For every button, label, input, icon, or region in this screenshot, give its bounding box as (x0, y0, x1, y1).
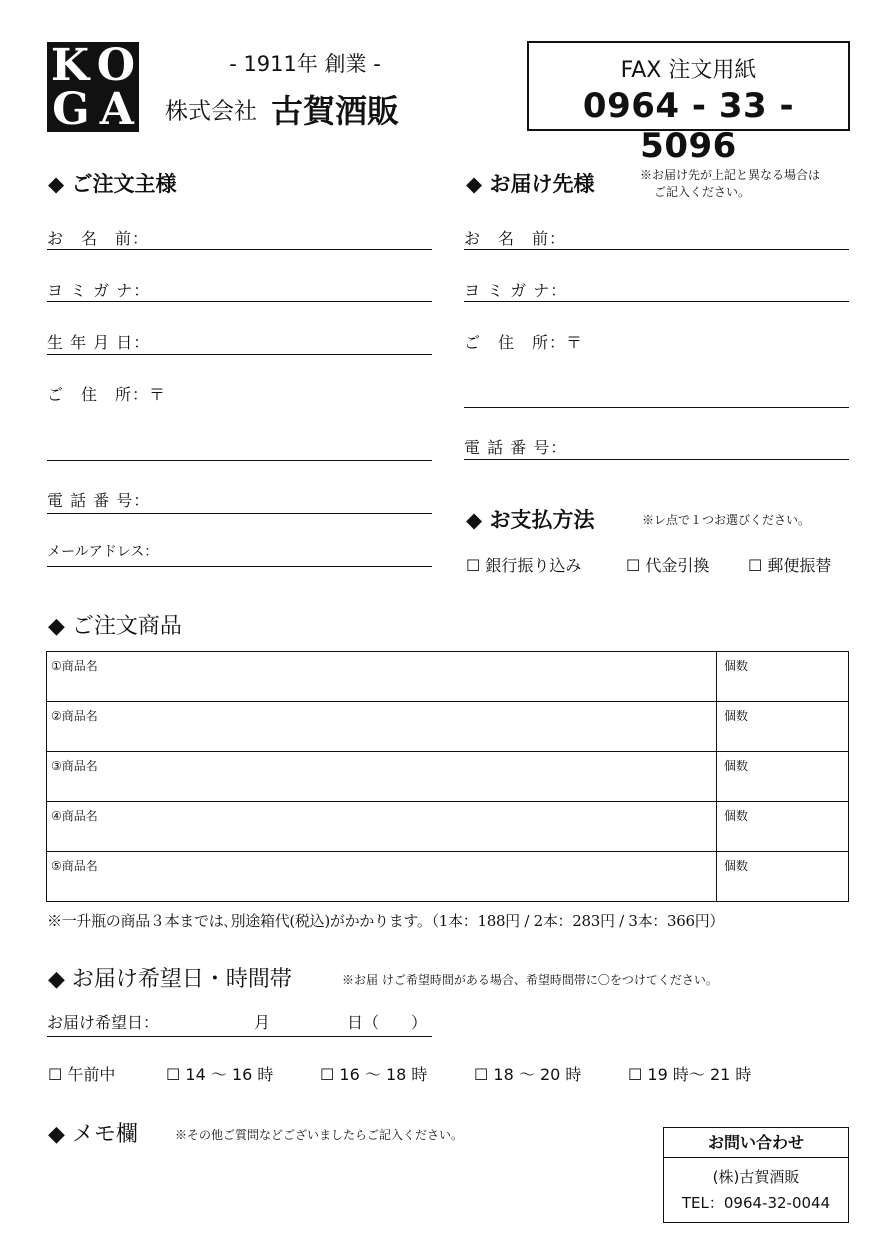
table-row (47, 702, 849, 752)
product-name-cell[interactable]: ②商品名 (47, 702, 717, 752)
inquiry-company: (株)古賀酒販 (712, 1168, 800, 1186)
company-type: 株式会社 (165, 98, 257, 125)
table-row (47, 802, 849, 852)
inquiry-title: お問い合わせ (664, 1128, 848, 1158)
product-qty-cell[interactable]: 個数 (717, 752, 849, 802)
slot-18-20-checkbox[interactable]: ☐ 18 ～ 20 時 (474, 1065, 582, 1084)
slot-19-21-checkbox[interactable]: ☐ 19 時～ 21 時 (628, 1065, 752, 1084)
delivery-time-note: ※お届 けご希望時間がある場合、希望時間帯に〇をつけてください。 (342, 973, 718, 987)
delivery-note-line1: ※お届け先が上記と異なる場合は (640, 168, 821, 182)
memo-note: ※その他ご質問などございましたらご記入ください。 (175, 1128, 464, 1142)
inquiry-box (663, 1127, 849, 1223)
delivery-kana-field[interactable]: ヨ ミ ガ ナ： (464, 278, 849, 302)
logo-letter: A (99, 84, 134, 135)
product-name-cell[interactable]: ④商品名 (47, 802, 717, 852)
orderer-address-field[interactable]: ご 住 所：〒 (47, 382, 432, 461)
delivery-note-line2: ご記入ください。 (654, 185, 751, 199)
product-qty-cell[interactable]: 個数 (717, 652, 849, 702)
table-row (47, 752, 849, 802)
payment-cod-checkbox[interactable]: ☐ 代金引換 (626, 556, 710, 575)
products-heading: ◆ ご注文商品 (48, 614, 182, 639)
delivery-month-label: 月 (254, 1013, 271, 1032)
delivery-heading: ◆ お届け先様 (466, 172, 595, 196)
logo-letter: K (50, 40, 90, 91)
slot-morning-checkbox[interactable]: ☐ 午前中 (48, 1065, 116, 1084)
fax-title: FAX 注文用紙 (620, 58, 757, 83)
payment-postal-checkbox[interactable]: ☐ 郵便振替 (748, 556, 832, 575)
delivery-name-field[interactable]: お 名 前： (464, 226, 849, 250)
delivery-address-field[interactable]: ご 住 所：〒 (464, 330, 849, 408)
orderer-heading: ◆ ご注文主様 (48, 172, 177, 196)
delivery-phone-field[interactable]: 電 話 番 号： (464, 435, 849, 460)
orderer-birth-field[interactable]: 生 年 月 日： (47, 330, 432, 355)
payment-note: ※レ点で１つお選びください。 (642, 513, 811, 527)
product-name-cell[interactable]: ③商品名 (47, 752, 717, 802)
payment-heading: ◆ お支払方法 (466, 508, 595, 532)
delivery-date-label: お届け希望日： (47, 1013, 160, 1032)
founded-year: - 1911年 創業 - (229, 52, 381, 76)
orderer-phone-field[interactable]: 電 話 番 号： (47, 488, 432, 514)
fax-number: 0964 - 33 - 5096 (582, 86, 795, 166)
product-qty-cell[interactable]: 個数 (717, 702, 849, 752)
slot-14-16-checkbox[interactable]: ☐ 14 ～ 16 時 (166, 1065, 274, 1084)
box-fee-note: ※一升瓶の商品３本までは､別途箱代(税込)がかかります。（1本：188円 / 2本：283円 / 3本：366円） (47, 912, 725, 930)
product-qty-cell[interactable]: 個数 (717, 802, 849, 852)
logo-letter: O (96, 40, 136, 91)
product-name-cell[interactable]: ⑤商品名 (47, 852, 717, 902)
fax-box (527, 41, 850, 166)
table-row (47, 852, 849, 902)
orderer-kana-field[interactable]: ヨ ミ ガ ナ： (47, 278, 432, 302)
table-row (47, 652, 849, 702)
logo-letter: G (52, 84, 90, 135)
payment-bank-transfer-checkbox[interactable]: ☐ 銀行振り込み (466, 556, 582, 575)
company-name (165, 86, 399, 132)
orderer-email-field[interactable]: メールアドレス： (47, 541, 432, 567)
delivery-date-field[interactable] (47, 1010, 432, 1037)
company-brand: 古賀酒販 (271, 92, 400, 130)
products-table (46, 651, 849, 902)
delivery-time-heading: ◆ お届け希望日・時間帯 (48, 967, 292, 992)
delivery-day-label: 日（ ） (347, 1013, 428, 1032)
orderer-name-field[interactable]: お 名 前： (47, 226, 432, 250)
delivery-note (640, 167, 820, 201)
inquiry-tel: TEL：0964-32-0044 (681, 1194, 831, 1212)
memo-heading: ◆ メモ欄 (48, 1122, 138, 1147)
slot-16-18-checkbox[interactable]: ☐ 16 ～ 18 時 (320, 1065, 428, 1084)
product-name-cell[interactable]: ①商品名 (47, 652, 717, 702)
product-qty-cell[interactable]: 個数 (717, 852, 849, 902)
koga-logo (47, 40, 139, 135)
